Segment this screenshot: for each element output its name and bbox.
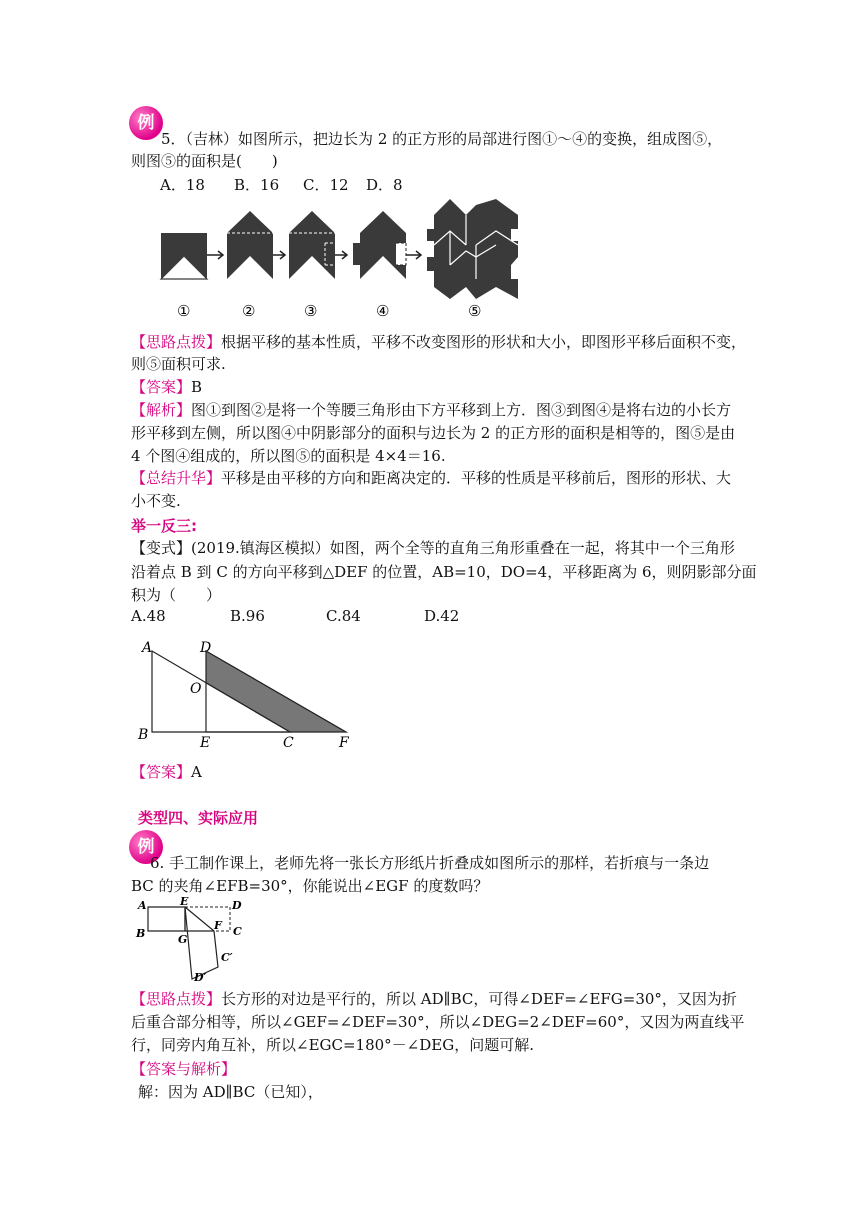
variant-option-c: C.84 bbox=[326, 607, 361, 625]
variant-tag: 【变式】 bbox=[131, 539, 192, 557]
label-E: E bbox=[200, 735, 211, 750]
answer6-tag: 【答案与解析】 bbox=[131, 1060, 237, 1078]
label-G: G bbox=[178, 933, 188, 946]
exp5-line3: 4 个图④组成的，所以图⑤的面积是 4×4＝16. bbox=[131, 447, 446, 465]
practice-title: 举一反三: bbox=[131, 517, 197, 535]
figure-5-composite bbox=[427, 199, 518, 299]
variant-option-d: D.42 bbox=[424, 607, 460, 625]
figure-label-4: ④ bbox=[376, 302, 390, 320]
answer-variant-value: A bbox=[191, 763, 202, 781]
arrow-1 bbox=[207, 251, 223, 259]
q6-line2: BC 的夹角∠EFB=30°，你能说出∠EGF 的度数吗？ bbox=[131, 877, 489, 895]
q6-line1: 6. 手工制作课上，老师先将一张长方形纸片折叠成如图所示的那样，若折痕与一条边 bbox=[150, 854, 710, 872]
variant-line1 bbox=[131, 537, 735, 559]
exp5-line1 bbox=[131, 399, 731, 421]
rectangle-left bbox=[148, 907, 185, 931]
label-C: C bbox=[233, 925, 242, 938]
hint5-line1 bbox=[131, 331, 747, 353]
q5-transform-figure bbox=[150, 195, 540, 325]
arrow-2 bbox=[273, 251, 285, 259]
q5-option-b: B．16 bbox=[234, 176, 280, 194]
folded-part bbox=[185, 907, 218, 979]
explanation-tag: 【解析】 bbox=[131, 401, 192, 419]
variant-option-a: A.48 bbox=[131, 607, 166, 625]
label-A: A bbox=[142, 640, 153, 656]
label-C-prime: C′ bbox=[221, 951, 233, 964]
sum5-line2: 小不变. bbox=[131, 492, 181, 510]
figure-1-square bbox=[161, 233, 207, 279]
label-D-prime: D′ bbox=[194, 971, 207, 984]
sum5-text: 平移是由平移的方向和距离决定的．平移的性质是平移前后，图形的形状、大 bbox=[221, 469, 732, 487]
q5-option-a: A．18 bbox=[160, 176, 205, 194]
arrow-4 bbox=[406, 251, 421, 259]
summary-tag: 【总结升华】 bbox=[131, 469, 222, 487]
figure-3 bbox=[289, 211, 335, 279]
arrow-3 bbox=[335, 251, 347, 259]
solution6-line1: 解：因为 AD∥BC（已知）， bbox=[138, 1083, 323, 1101]
q5-text-line2: 则图⑤的面积是( ) bbox=[131, 152, 278, 170]
exp5-line2: 形平移到左侧，所以图④中阴影部分的面积与边长为 2 的正方形的面积是相等的，图⑤是由 bbox=[131, 424, 736, 442]
label-E: E bbox=[180, 895, 189, 908]
label-A: A bbox=[138, 899, 147, 912]
answer-tag: 【答案】 bbox=[131, 378, 192, 396]
variant-option-b: B.96 bbox=[230, 607, 265, 625]
rectangle-dashed bbox=[185, 907, 230, 931]
figure-2 bbox=[227, 211, 273, 279]
label-B: B bbox=[138, 727, 149, 743]
hint-tag: 【思路点拨】 bbox=[131, 990, 222, 1008]
hint-tag: 【思路点拨】 bbox=[131, 333, 222, 351]
hint6-text: 长方形的对边是平行的，所以 AD∥BC，可得∠DEF=∠EFG=30°，又因为折 bbox=[221, 990, 737, 1008]
hint6-line3: 行，同旁内角互补，所以∠EGC=180°－∠DEG，问题可解. bbox=[131, 1036, 534, 1054]
hint6-line2: 后重合部分相等，所以∠GEF=∠DEF=30°，所以∠DEG=2∠DEF=60°，又因为两直线平 bbox=[131, 1013, 745, 1031]
label-D: D bbox=[200, 640, 212, 656]
hint6-line1 bbox=[131, 988, 737, 1010]
figure-label-5: ⑤ bbox=[468, 302, 482, 320]
figure-label-2: ② bbox=[242, 302, 256, 320]
variant-line2: 沿着点 B 到 C 的方向平移到△DEF 的位置，AB=10，DO=4，平移距离为 6，则阴影部分面 bbox=[131, 563, 757, 581]
answer5-value: B bbox=[191, 378, 203, 396]
hint5-text: 根据平移的基本性质，平移不改变图形的形状和大小，即图形平移后面积不变， bbox=[221, 333, 747, 351]
translation-triangles-figure bbox=[130, 635, 360, 750]
q5-option-c: C．12 bbox=[303, 176, 349, 194]
label-B: B bbox=[136, 927, 146, 940]
folding-figure bbox=[130, 895, 260, 985]
label-F: F bbox=[214, 919, 222, 932]
variant-text: (2019.镇海区模拟）如图，两个全等的直角三角形重叠在一起，将其中一个三角形 bbox=[191, 539, 735, 557]
label-F: F bbox=[339, 735, 349, 750]
figure-label-3: ③ bbox=[304, 302, 318, 320]
variant-line3: 积为（ ） bbox=[131, 586, 222, 604]
label-D: D bbox=[232, 899, 242, 912]
sum5-line1 bbox=[131, 467, 731, 489]
figure-label-1: ① bbox=[177, 302, 191, 320]
exp5-text: 图①到图②是将一个等腰三角形由下方平移到上方．图③到图④是将右边的小长方 bbox=[191, 401, 732, 419]
hint5-line2: 则⑤面积可求. bbox=[131, 355, 226, 373]
answer5-line bbox=[131, 376, 731, 398]
example-badge: 例 bbox=[129, 830, 163, 864]
q5-text-line1: 5．（吉林）如图所示，把边长为 2 的正方形的局部进行图①～④的变换，组成图⑤， bbox=[161, 130, 723, 148]
section-heading: 类型四、实际应用 bbox=[138, 809, 259, 827]
answer-variant-line bbox=[131, 761, 731, 783]
label-O: O bbox=[190, 681, 202, 697]
answer-tag: 【答案】 bbox=[131, 763, 192, 781]
q5-option-d: D．8 bbox=[366, 176, 403, 194]
figure-4 bbox=[353, 211, 406, 279]
example-badge: 例 bbox=[129, 106, 163, 140]
label-C: C bbox=[283, 735, 294, 750]
